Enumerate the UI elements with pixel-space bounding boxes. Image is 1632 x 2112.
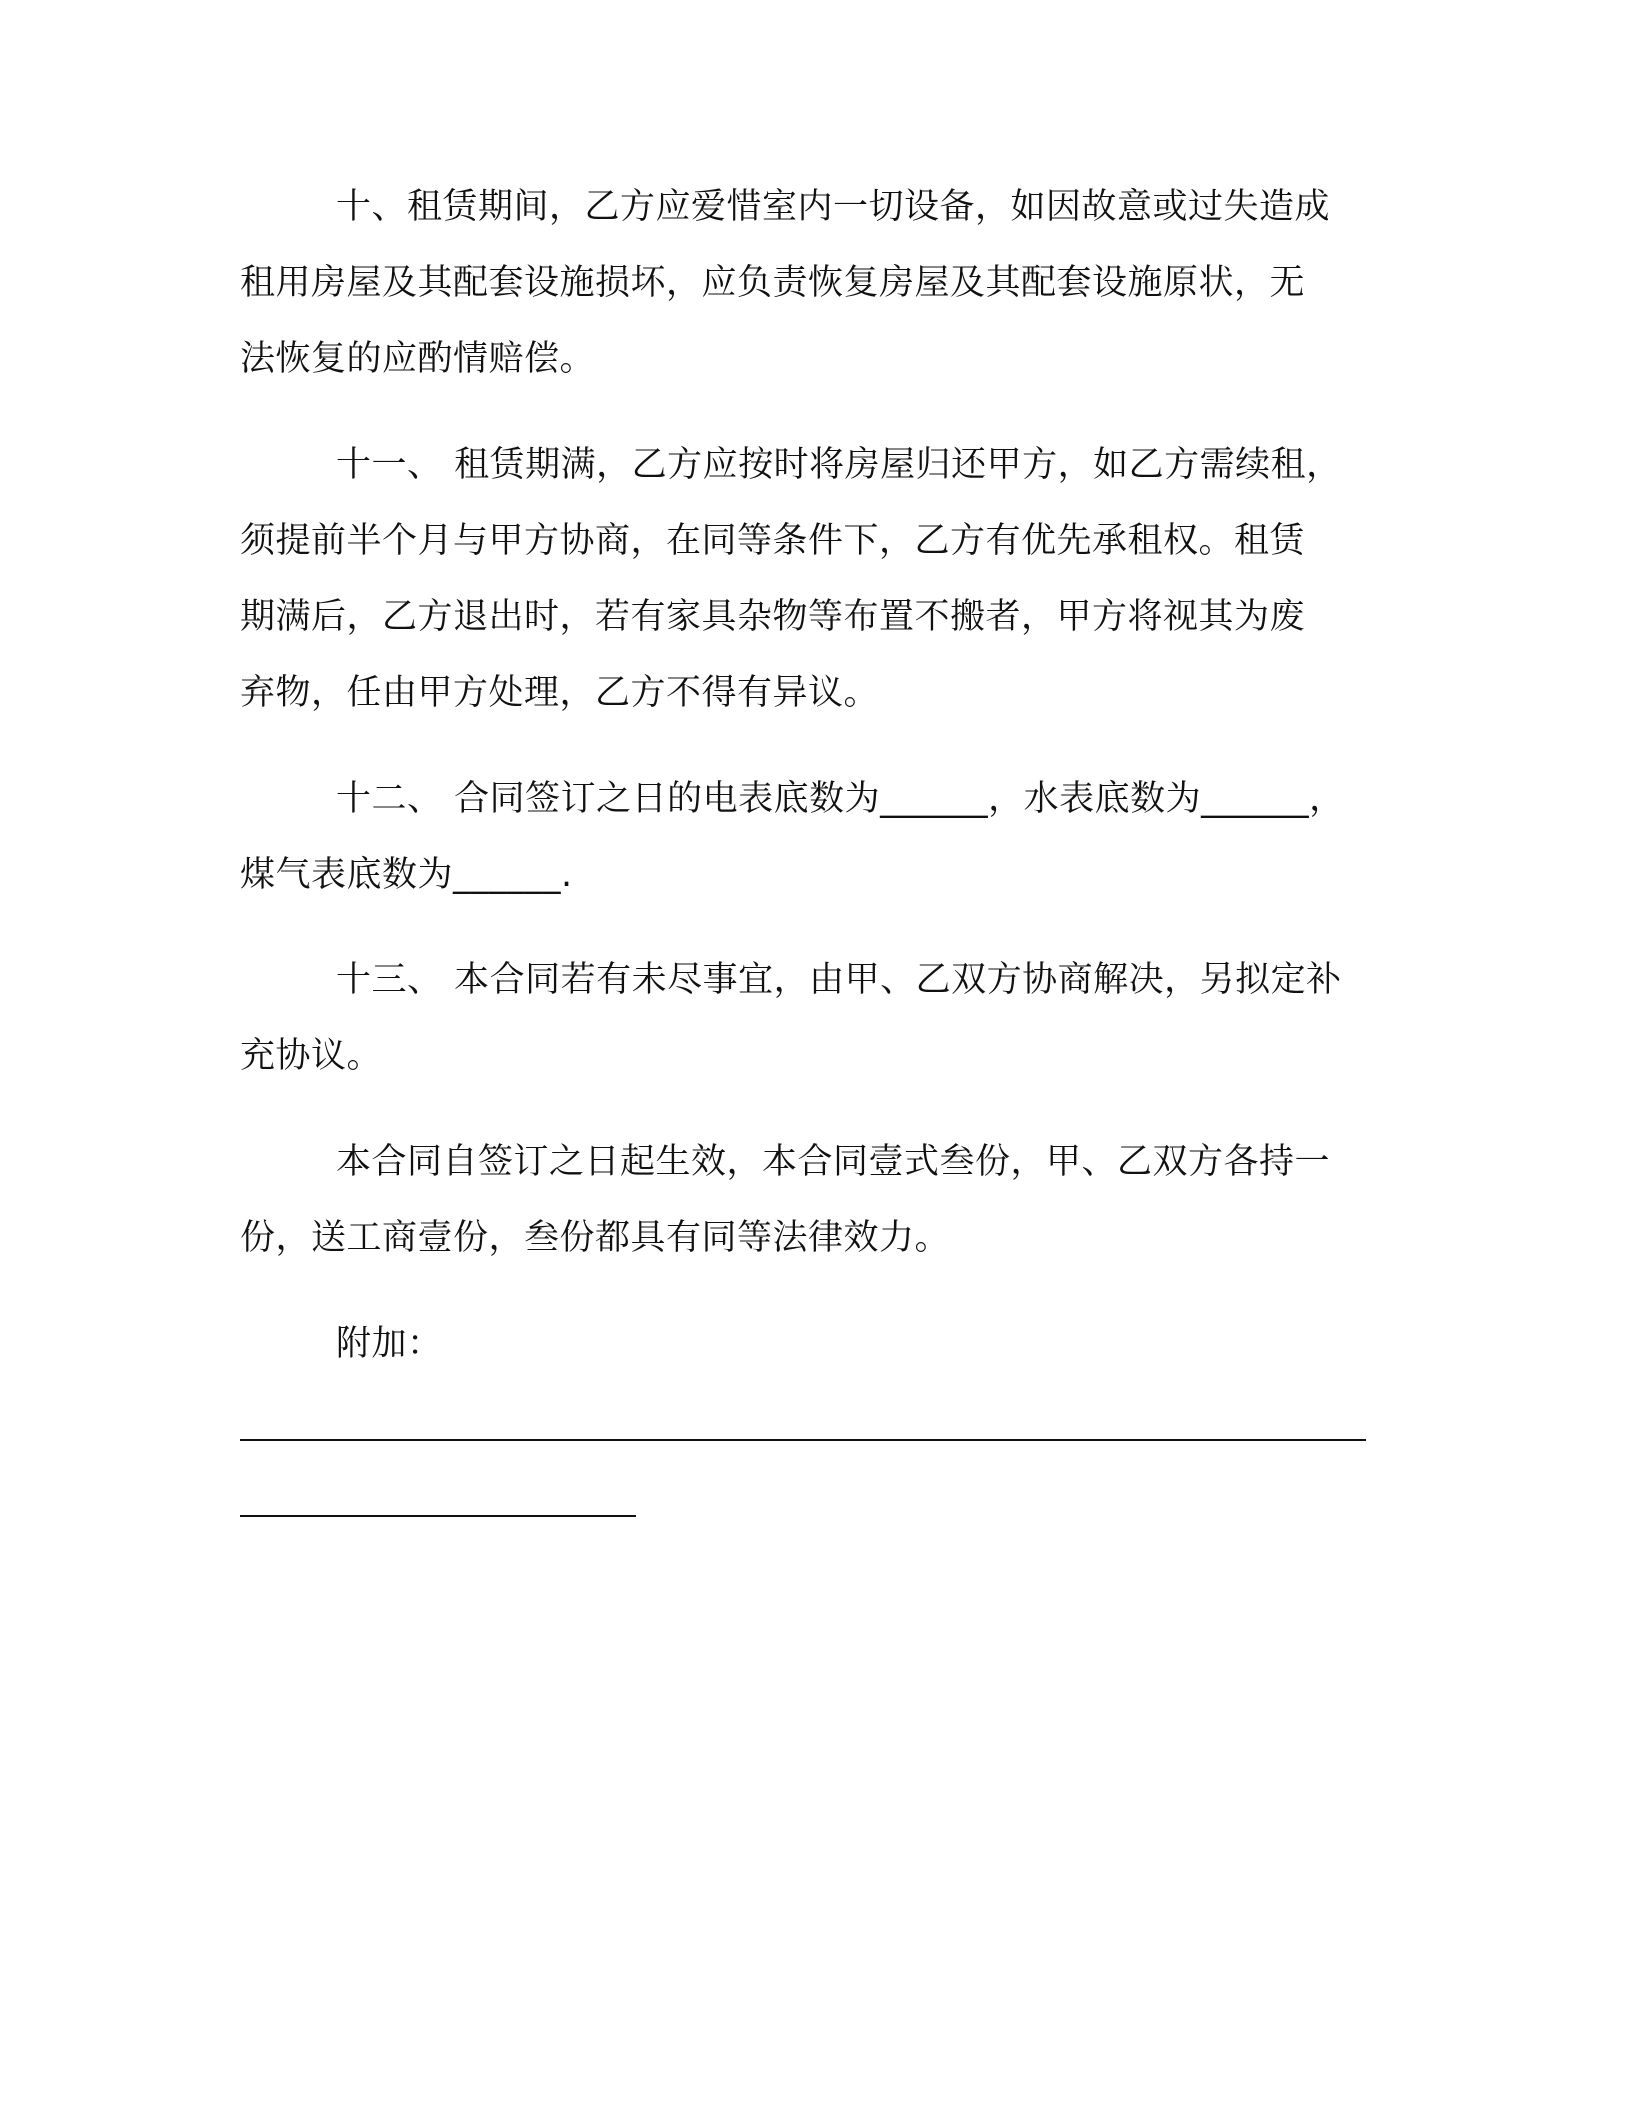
paragraph-line: 本合同自签订之日起生效，本合同壹式叁份，甲、乙双方各持一 <box>336 1142 1331 1182</box>
paragraph-line: 十三、 本合同若有未尽事宜，由甲、乙双方协商解决，另拟定补 <box>336 960 1342 1000</box>
paragraph-line: 十、租赁期间，乙方应爱惜室内一切设备，如因故意或过失造成 <box>336 187 1331 227</box>
appendix-blank-line <box>240 1439 1366 1441</box>
paragraph-line: 法恢复的应酌情赔偿。 <box>240 339 596 379</box>
paragraph-line: 十二、 合同签订之日的电表底数为______，水表底数为______， <box>336 779 1345 819</box>
paragraph-line: 充协议。 <box>240 1036 383 1076</box>
paragraph-line: 期满后，乙方退出时，若有家具杂物等布置不搬者，甲方将视其为废 <box>240 597 1306 637</box>
appendix-label: 附加： <box>336 1324 443 1364</box>
paragraph-line: 煤气表底数为______. <box>240 855 573 895</box>
paragraph-line: 租用房屋及其配套设施损坏，应负责恢复房屋及其配套设施原状，无 <box>240 263 1306 303</box>
paragraph-line: 十一、 租赁期满，乙方应按时将房屋归还甲方，如乙方需续租， <box>336 445 1342 485</box>
paragraph-line: 弃物，任由甲方处理，乙方不得有异议。 <box>240 673 880 713</box>
appendix-blank-line <box>240 1515 636 1517</box>
paragraph-line: 份，送工商壹份，叁份都具有同等法律效力。 <box>240 1218 951 1258</box>
paragraph-line: 须提前半个月与甲方协商，在同等条件下，乙方有优先承租权。租赁 <box>240 521 1306 561</box>
